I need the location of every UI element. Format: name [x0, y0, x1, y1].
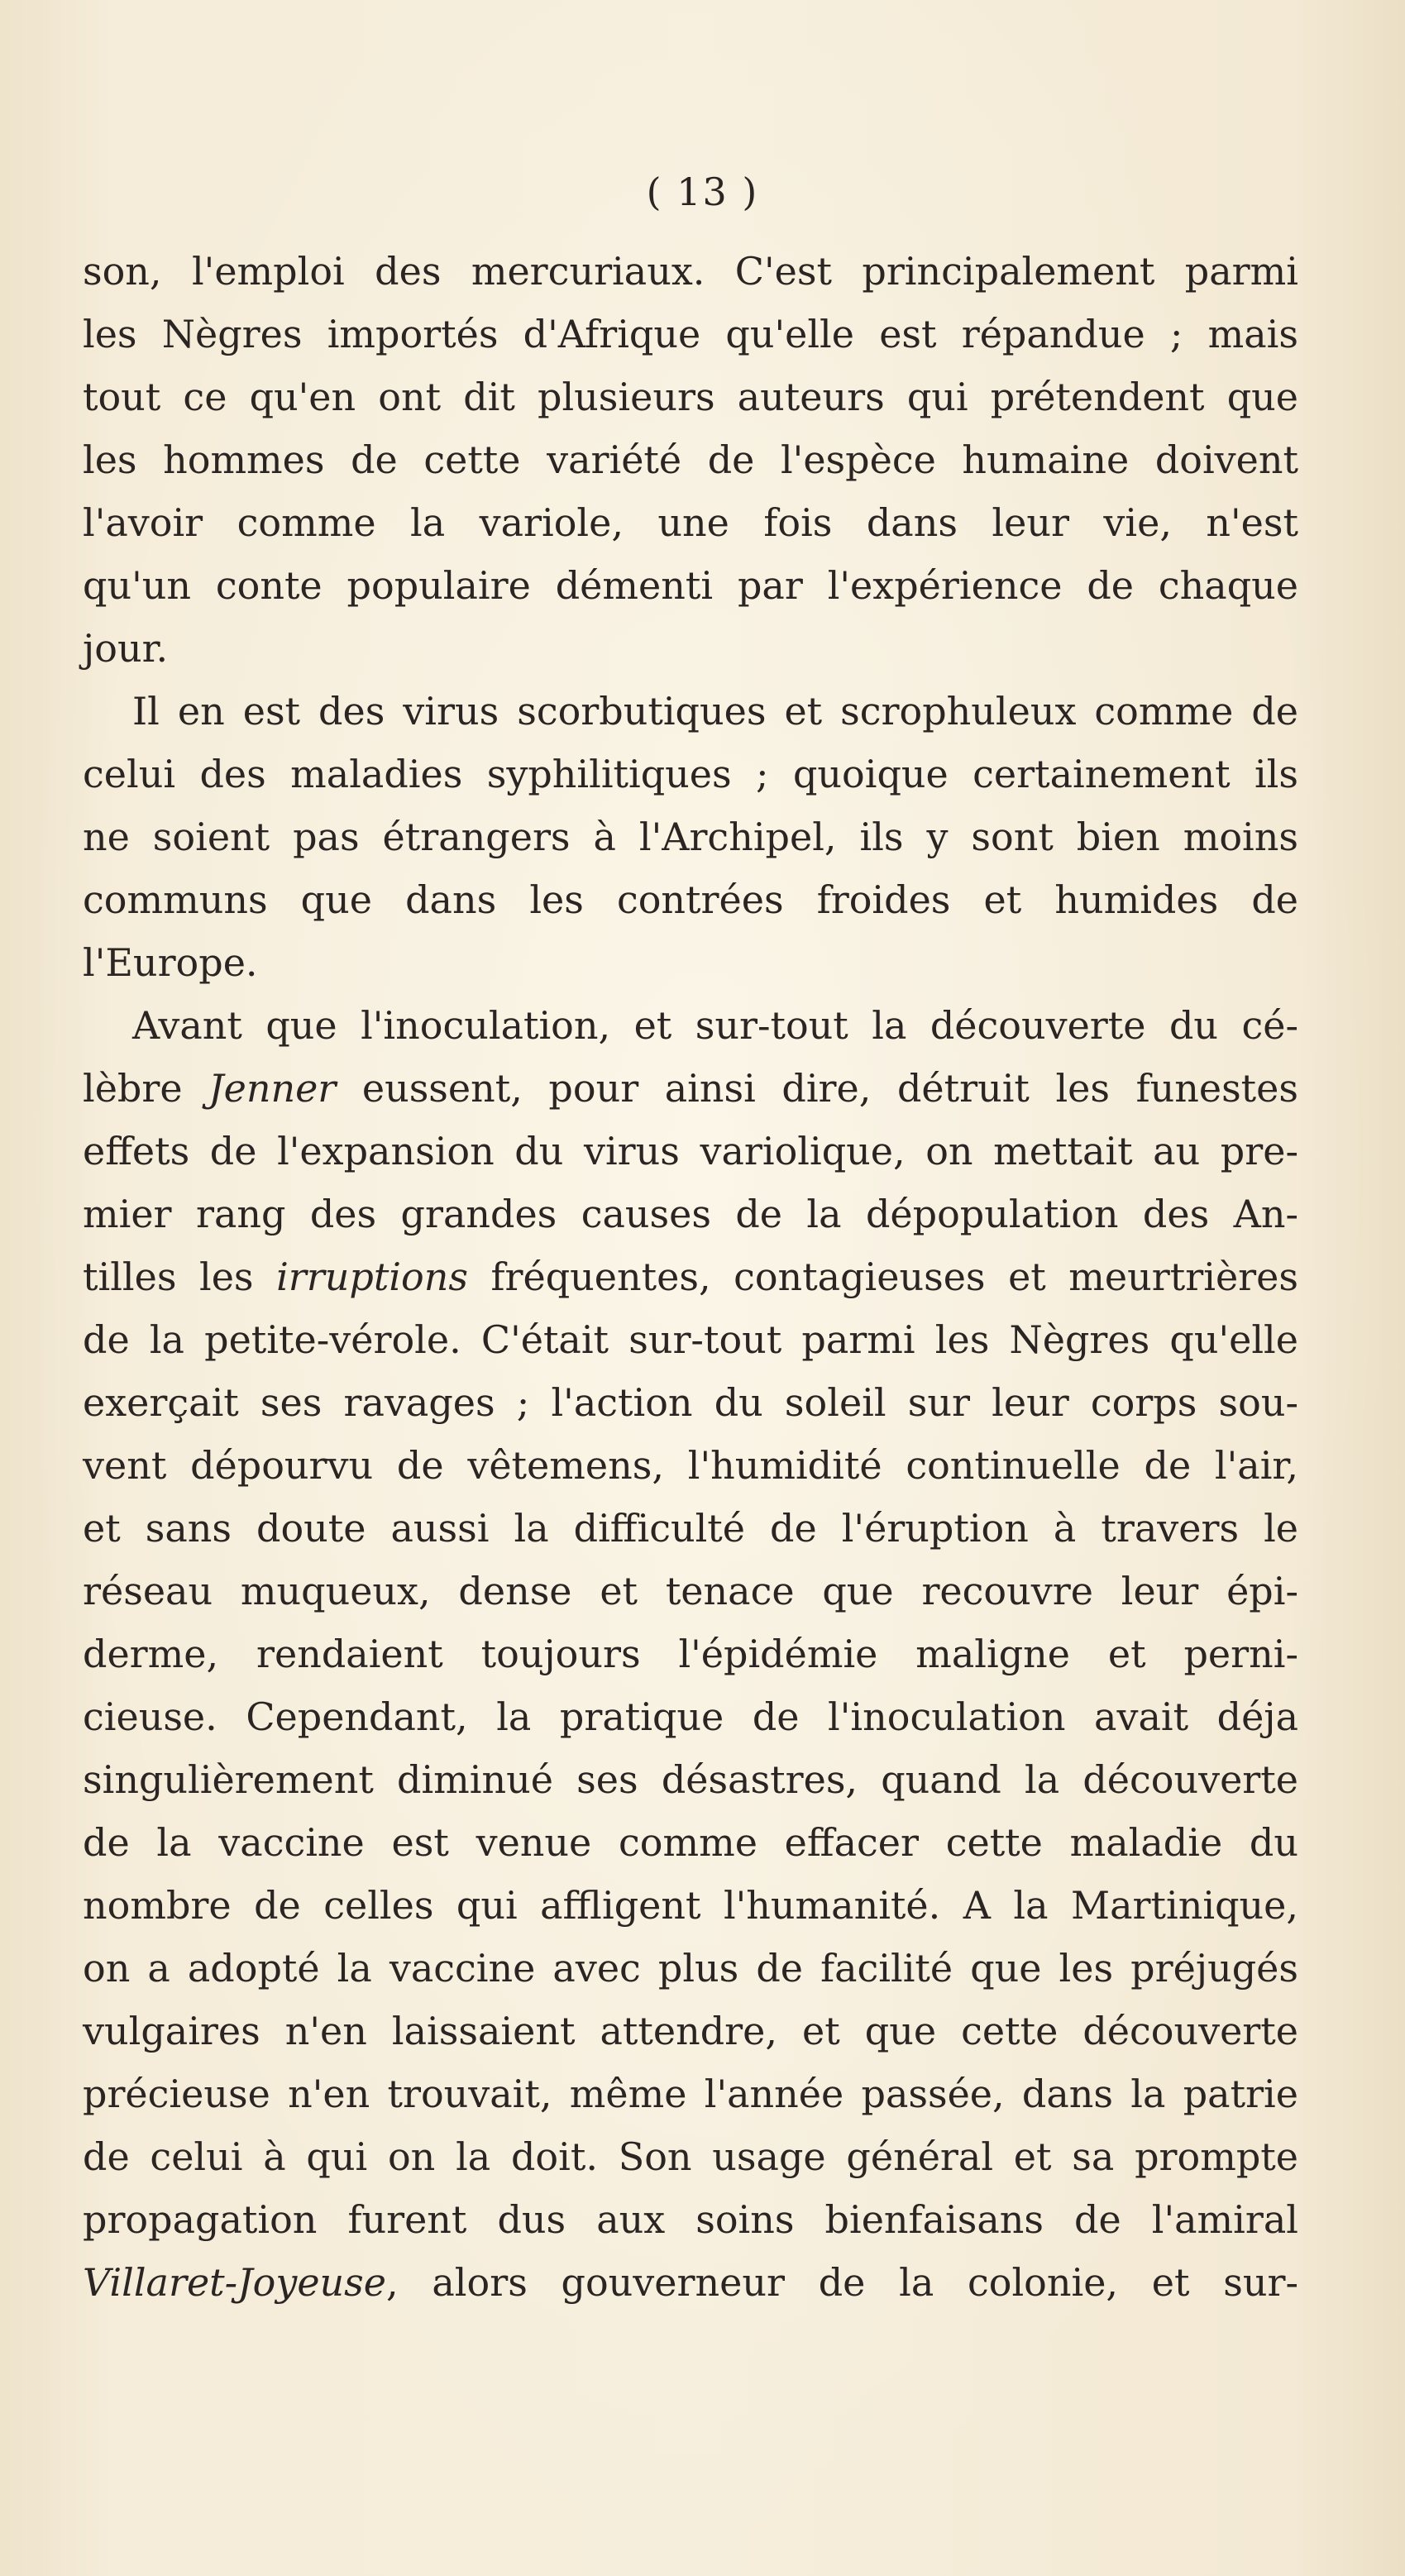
text-line: son, l'emploi des mercuriaux. C'est principalement parmi: [83, 249, 1298, 294]
text-line: de la petite-vérole. C'était sur-tout parmi les Nègres qu'elle: [83, 1317, 1298, 1362]
text-line: vent dépourvu de vêtemens, l'humidité continuelle de l'air,: [83, 1443, 1298, 1488]
text-line: [83, 2251, 1298, 2314]
paragraph-start-line: Avant que l'inoculation, et sur-tout la découverte du cé-: [132, 1003, 1298, 1048]
text-line: on a adopté la vaccine avec plus de facilité que les préjugés: [83, 1946, 1298, 1991]
text-line: [83, 1057, 1298, 1120]
text-line: singulièrement diminué ses désastres, quand la découverte: [83, 1757, 1298, 1802]
text-line: propagation furent dus aux soins bienfaisans de l'amiral: [83, 2197, 1298, 2242]
body-text: [83, 240, 1298, 2314]
text-line: nombre de celles qui affligent l'humanité. A la Martinique,: [83, 1883, 1298, 1928]
italic-name: Villaret-Joyeuse: [83, 2260, 387, 2305]
paragraph-end-line: l'Europe.: [83, 940, 258, 985]
text-run: tilles les: [83, 1255, 277, 1299]
text-line: de la vaccine est venue comme effacer cette maladie du: [83, 1820, 1298, 1865]
text-run: , alors gouverneur de la colonie, et sur-: [386, 2260, 1298, 2305]
text-line: derme, rendaient toujours l'épidémie maligne et perni-: [83, 1632, 1298, 1676]
text-line: l'avoir comme la variole, une fois dans leur vie, n'est: [83, 500, 1298, 545]
text-line: les Nègres importés d'Afrique qu'elle est répandue ; mais: [83, 312, 1298, 356]
page-number: ( 13 ): [646, 170, 759, 214]
text-line: tout ce qu'en ont dit plusieurs auteurs qui prétendent que: [83, 375, 1298, 419]
paragraph-start-line: Il en est des virus scorbutiques et scrophuleux comme de: [132, 689, 1298, 734]
italic-name: Jenner: [208, 1066, 337, 1111]
paragraph-end-line: jour.: [83, 626, 169, 671]
text-line: ne soient pas étrangers à l'Archipel, ils y sont bien moins: [83, 815, 1298, 859]
text-line: vulgaires n'en laissaient attendre, et que cette découverte: [83, 2009, 1298, 2053]
text-line: communs que dans les contrées froides et humides de: [83, 877, 1298, 922]
text-line: [83, 1245, 1298, 1308]
text-run: fréquentes, contagieuses et meurtrières: [467, 1255, 1298, 1299]
text-line: effets de l'expansion du virus variolique, on mettait au pre-: [83, 1129, 1298, 1173]
text-line: les hommes de cette variété de l'espèce humaine doivent: [83, 437, 1298, 482]
text-line: de celui à qui on la doit. Son usage général et sa prompte: [83, 2134, 1298, 2179]
text-line: qu'un conte populaire démenti par l'expérience de chaque: [83, 563, 1298, 608]
text-line: exerçait ses ravages ; l'action du soleil sur leur corps sou-: [83, 1380, 1298, 1425]
text-line: et sans doute aussi la difficulté de l'éruption à travers le: [83, 1506, 1298, 1551]
text-line: cieuse. Cependant, la pratique de l'inoculation avait déja: [83, 1694, 1298, 1739]
text-line: celui des maladies syphilitiques ; quoique certainement ils: [83, 752, 1298, 796]
italic-term: irruptions: [276, 1255, 468, 1299]
text-run: eussent, pour ainsi dire, détruit les funestes: [336, 1066, 1298, 1111]
text-line: réseau muqueux, dense et tenace que recouvre leur épi-: [83, 1569, 1298, 1613]
text-line: mier rang des grandes causes de la dépopulation des An-: [83, 1192, 1298, 1236]
text-line: précieuse n'en trouvait, même l'année passée, dans la patrie: [83, 2072, 1298, 2116]
text-run: lèbre: [83, 1066, 209, 1111]
